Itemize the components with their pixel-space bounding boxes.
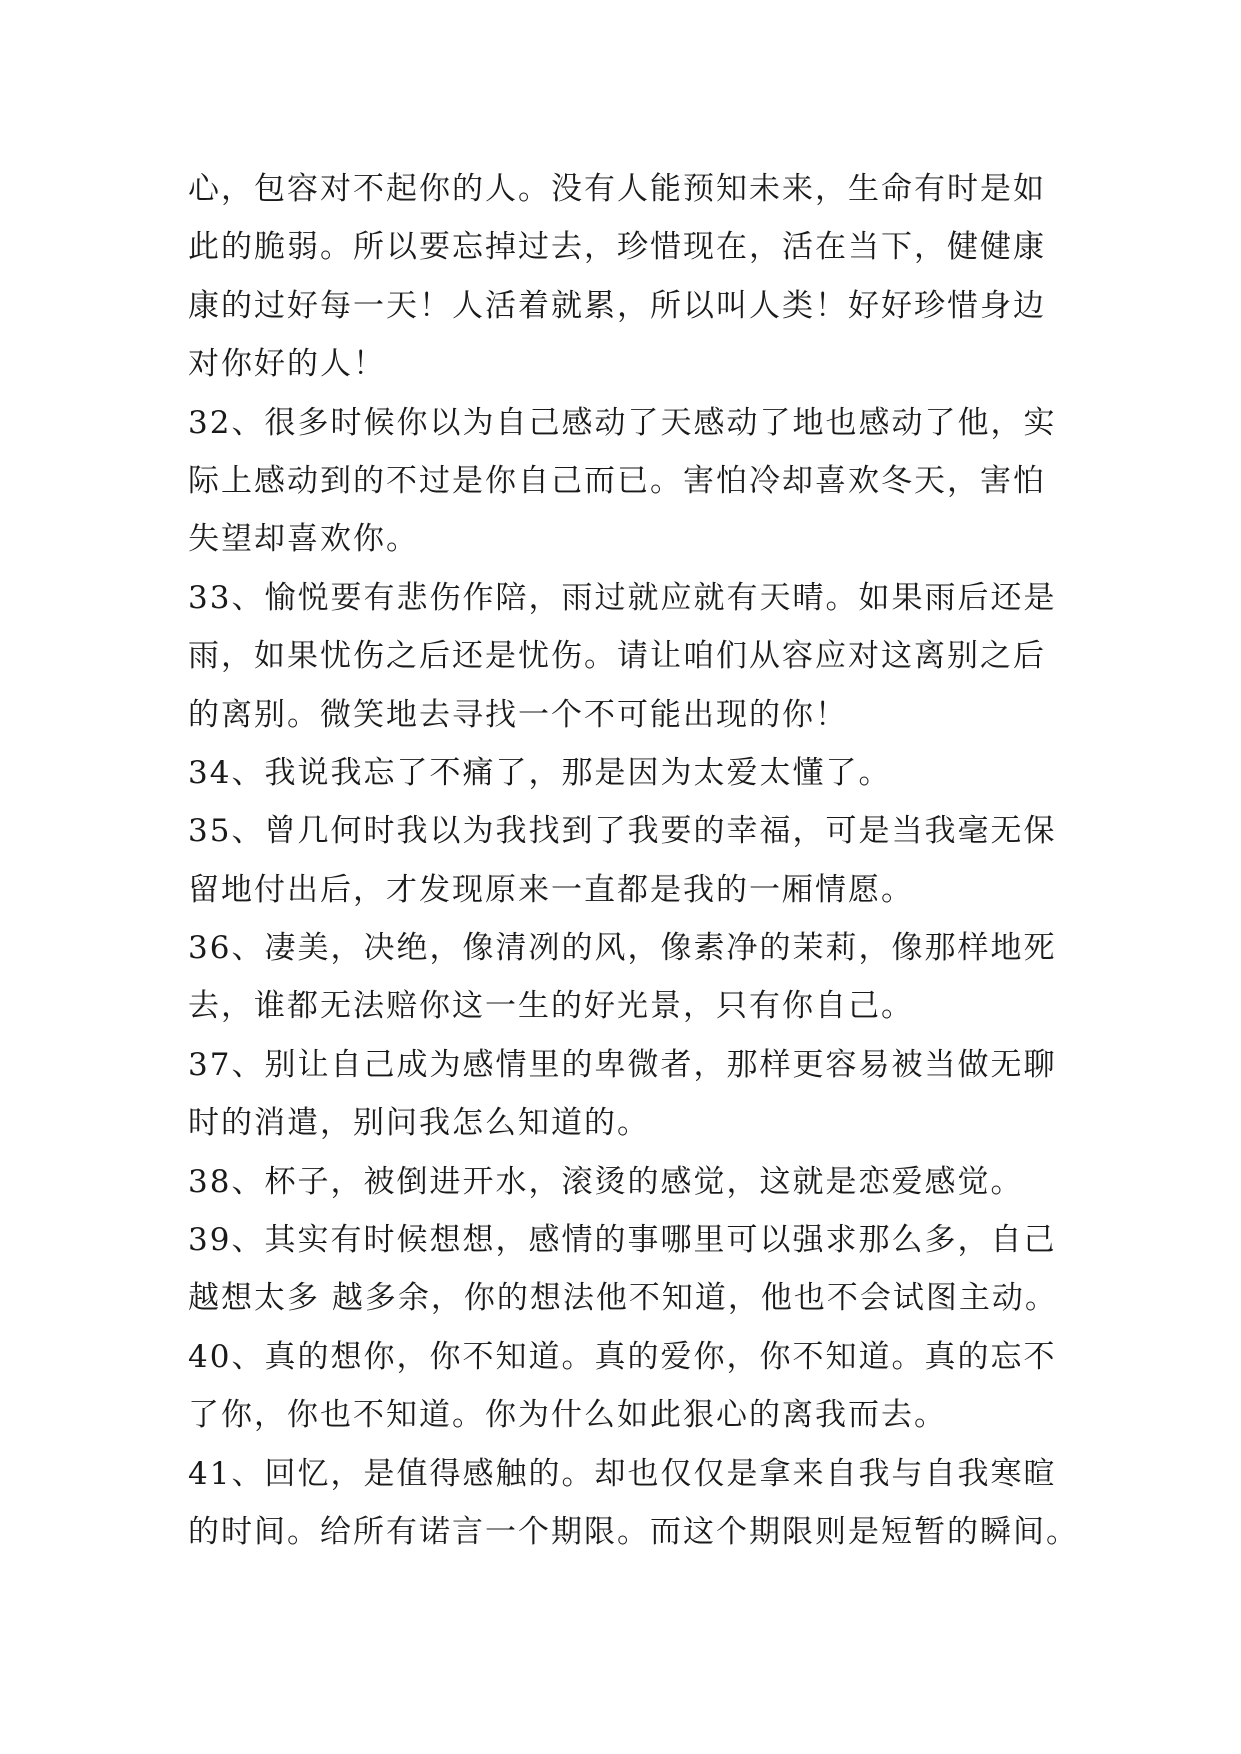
- text-line: 32、很多时候你以为自己感动了天感动了地也感动了他，实: [188, 404, 1057, 441]
- text-line: 此的脆弱。所以要忘掉过去，珍惜现在，活在当下，健健康: [188, 229, 1046, 266]
- text-line: 际上感动到的不过是你自己而已。害怕冷却喜欢冬天，害怕: [188, 462, 1046, 499]
- text-line: 38、杯子，被倒进开水，滚烫的感觉，这就是恋爱感觉。: [188, 1163, 1024, 1200]
- body-text: [188, 160, 1079, 1561]
- text-line: 康的过好每一天！人活着就累，所以叫人类！好好珍惜身边: [188, 287, 1046, 324]
- text-line: 了你，你也不知道。你为什么如此狠心的离我而去。: [188, 1397, 947, 1434]
- text-line: 33、愉悦要有悲伤作陪，雨过就应就有天晴。如果雨后还是: [188, 579, 1057, 616]
- text-line: 留地付出后，才发现原来一直都是我的一厢情愿。: [188, 871, 914, 908]
- text-line: 36、凄美，决绝，像清冽的风，像素净的茉莉，像那样地死: [188, 930, 1057, 967]
- text-line: 37、别让自己成为感情里的卑微者，那样更容易被当做无聊: [188, 1046, 1057, 1083]
- text-line: 雨，如果忧伤之后还是忧伤。请让咱们从容应对这离别之后: [188, 638, 1046, 675]
- text-line: 34、我说我忘了不痛了，那是因为太爱太懂了。: [188, 754, 892, 791]
- text-line: 的时间。给所有诺言一个期限。而这个期限则是短暂的瞬间。: [188, 1513, 1079, 1550]
- text-line: 35、曾几何时我以为我找到了我要的幸福，可是当我毫无保: [188, 813, 1057, 850]
- text-line: 时的消遣，别问我怎么知道的。: [188, 1105, 650, 1142]
- text-line: 去，谁都无法赔你这一生的好光景，只有你自己。: [188, 988, 914, 1025]
- text-line: 41、回忆，是值得感触的。却也仅仅是拿来自我与自我寒暄: [188, 1455, 1057, 1492]
- text-line: 失望却喜欢你。: [188, 521, 419, 558]
- text-line: 40、真的想你，你不知道。真的爱你，你不知道。真的忘不: [188, 1338, 1057, 1375]
- text-line: 对你好的人！: [188, 346, 386, 383]
- text-line: 心，包容对不起你的人。没有人能预知未来，生命有时是如: [188, 171, 1046, 207]
- text-line: 越想太多 越多余，你的想法他不知道，他也不会试图主动。: [188, 1280, 1058, 1317]
- text-line: 39、其实有时候想想，感情的事哪里可以强求那么多，自己: [188, 1222, 1057, 1259]
- text-line: 的离别。微笑地去寻找一个不可能出现的你！: [188, 696, 848, 733]
